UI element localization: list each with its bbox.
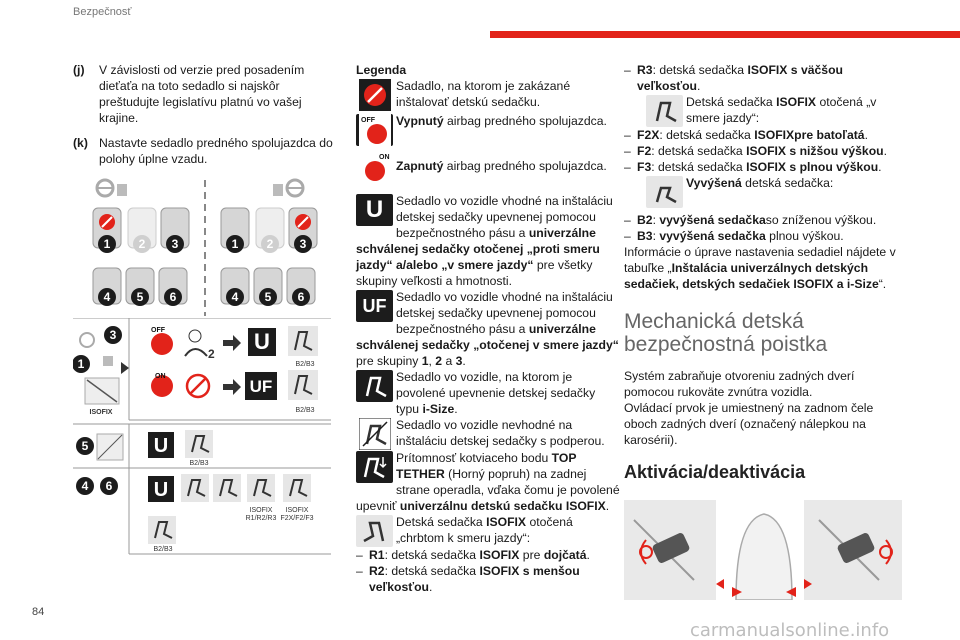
isize-seat-icon bbox=[356, 370, 393, 402]
heading-activation: Aktivácia/deaktivácia bbox=[624, 462, 806, 482]
booster-seat-icon bbox=[646, 176, 683, 208]
seat-rules-table bbox=[73, 318, 331, 556]
watermark: carmanualsonline.info bbox=[690, 620, 890, 640]
r3-line: – R3: detská sedačka ISOFIX s väčšou veľkosťou. bbox=[624, 63, 843, 93]
svg-text:5: 5 bbox=[264, 290, 272, 304]
forbidden-icon bbox=[356, 79, 393, 111]
svg-text:R1/R2/R3: R1/R2/R3 bbox=[245, 515, 277, 522]
svg-text:ON: ON bbox=[378, 154, 389, 161]
svg-text:3: 3 bbox=[109, 328, 117, 342]
legend-text: Detská sedačka ISOFIX otočená „chrbtom k smeru jazdy“: bbox=[396, 515, 573, 545]
legend-text: Sedadlo vo vozidle vhodné na inštaláciu detskej sedačky upevnenej pomocou bezpečnostného pásu a univerzálne schválenej sedačky otočenej „proti smeru jazdy“ a/alebo „v smere jazdy“ pre všetky skupiny veľkosti a hmotnosti. bbox=[356, 194, 613, 288]
legend-airbag-off bbox=[356, 113, 621, 146]
legend-booster bbox=[624, 175, 904, 208]
seat-number-badges-left bbox=[98, 235, 184, 253]
note-marker: (j) bbox=[73, 63, 85, 77]
svg-text:B2/B3: B2/B3 bbox=[295, 407, 315, 414]
svg-text:4: 4 bbox=[81, 479, 89, 493]
f2-line: – F2: detská sedačka ISOFIX s nižšou výškou. bbox=[624, 144, 887, 158]
legend-airbag-on bbox=[356, 150, 621, 183]
airbag-off-icon bbox=[147, 327, 177, 355]
page-number: 84 bbox=[32, 606, 45, 618]
steering-wheel-icon bbox=[287, 180, 303, 196]
legend-support bbox=[356, 417, 621, 450]
b3-line: – B3: vyvýšená sedačka plnou výškou. bbox=[624, 229, 844, 243]
svg-text:3: 3 bbox=[171, 237, 179, 251]
column-1 bbox=[73, 62, 338, 176]
svg-text:OFF: OFF bbox=[151, 327, 165, 334]
svg-text:3: 3 bbox=[299, 237, 307, 251]
forbidden-icon bbox=[295, 214, 311, 230]
forward-facing-seat-icon bbox=[646, 95, 683, 127]
airbag-on-icon bbox=[151, 373, 173, 397]
svg-text:2: 2 bbox=[208, 347, 215, 361]
airbag-on-icon bbox=[356, 151, 393, 183]
svg-text:ISOFIX: ISOFIX bbox=[89, 409, 113, 416]
svg-text:6: 6 bbox=[297, 290, 305, 304]
forbidden-rear-facing-icon bbox=[187, 375, 209, 397]
legend-text: Sedadlo vo vozidle nevhodné na inštaláciu detskej sedačky s podperou. bbox=[396, 418, 605, 448]
note-k bbox=[73, 135, 338, 167]
legend-top-tether bbox=[356, 450, 621, 514]
legend-text: Vyvýšená detská sedačka: bbox=[686, 176, 834, 190]
svg-text:1: 1 bbox=[103, 237, 111, 251]
svg-text:6: 6 bbox=[105, 479, 113, 493]
legend-forbidden bbox=[356, 78, 621, 111]
f3-line: – F3: detská sedačka ISOFIX s plnou výškou. bbox=[624, 160, 882, 174]
b2-line: – B2: vyvýšená sedačkaso zníženou výškou. bbox=[624, 213, 877, 227]
svg-text:ON: ON bbox=[155, 373, 166, 380]
header-red-bar bbox=[490, 31, 960, 38]
legend-text: Prítomnosť kotviaceho bodu TOP TETHER (Horný popruh) na zadnej strane operadla, vďaka čomu je povolené upevniť univerzálnu detskú sedačku ISOFIX. bbox=[356, 451, 620, 513]
right-column bbox=[624, 62, 904, 604]
svg-text:5: 5 bbox=[136, 290, 144, 304]
legend-isize bbox=[356, 369, 621, 417]
svg-text:1: 1 bbox=[231, 237, 239, 251]
forbidden-icon bbox=[99, 214, 115, 230]
svg-text:B2/B3: B2/B3 bbox=[189, 460, 209, 467]
legend-text: Sedadlo vo vozidle, na ktorom je povolené upevnenie detskej sedačky typu i-Size. bbox=[396, 370, 596, 416]
heading-mechanical-lock: Mechanická detská bezpečnostná poistka bbox=[624, 310, 828, 356]
mech-paragraph-2: Ovládací prvok je umiestnený na zadnom čele oboch zadných dverí (označený nálepkou na karosérii). bbox=[624, 401, 874, 447]
f2x-line: – F2X: detská sedačka ISOFIXpre batoľatá. bbox=[624, 128, 868, 142]
svg-text:2: 2 bbox=[138, 237, 146, 251]
legend-text: Zapnutý airbag predného spolujazdca. bbox=[396, 159, 607, 173]
r1-line: – R1: detská sedačka ISOFIX pre dojčatá. bbox=[356, 548, 590, 562]
svg-text:U: U bbox=[153, 435, 169, 457]
steering-wheel-icon bbox=[97, 180, 113, 196]
svg-text:5: 5 bbox=[81, 439, 89, 453]
legend-text: Vypnutý airbag predného spolujazdca. bbox=[396, 114, 607, 128]
info-paragraph: Informácie o úprave nastavenia sedadiel nájdete v tabuľke „Inštalácia univerzálnych detských sedačiek, detských sedačiek ISOFIX a i-Size“. bbox=[624, 245, 896, 291]
note-j bbox=[73, 62, 338, 126]
svg-text:4: 4 bbox=[103, 290, 111, 304]
seat-layout-illustration bbox=[73, 176, 331, 318]
svg-text:B2/B3: B2/B3 bbox=[295, 361, 315, 368]
mech-paragraph-1: Systém zabraňuje otvoreniu zadných dverí pomocou rukoväte zvnútra vozidla. bbox=[624, 369, 855, 399]
svg-text:2: 2 bbox=[266, 237, 274, 251]
note-marker: (k) bbox=[73, 136, 88, 150]
svg-text:UF: UF bbox=[249, 377, 273, 396]
airbag-off-icon bbox=[356, 114, 393, 146]
svg-text:OFF: OFF bbox=[360, 117, 375, 124]
legend-u bbox=[356, 193, 621, 289]
rear-facing-child-icon bbox=[185, 330, 207, 356]
svg-text:B2/B3: B2/B3 bbox=[153, 546, 173, 553]
svg-text:U: U bbox=[153, 479, 169, 501]
svg-text:U: U bbox=[254, 329, 270, 354]
legend-rear-facing bbox=[356, 514, 621, 547]
note-text: V závislosti od verzie pred posadením dieťaťa na toto sedadlo si najskôr preštudujte legislatívu platnú vo vašej krajine. bbox=[99, 63, 305, 125]
child-lock-illustration bbox=[624, 500, 902, 600]
svg-text:F2X/F2/F3: F2X/F2/F3 bbox=[280, 515, 314, 522]
note-text: Nastavte sedadlo predného spolujazdca do polohy úplne vzadu. bbox=[99, 136, 333, 166]
svg-text:4: 4 bbox=[231, 290, 239, 304]
legend-text: Detská sedačka ISOFIX otočená „v smere jazdy“: bbox=[686, 95, 877, 125]
u-seat-icon: U bbox=[356, 194, 393, 226]
legend-text: Sadadlo, na ktorom je zakázané inštalovať detskú sedačku. bbox=[396, 79, 571, 109]
legend-column bbox=[356, 62, 621, 595]
uf-seat-icon: UF bbox=[356, 290, 393, 322]
top-tether-icon bbox=[356, 451, 393, 483]
svg-text:6: 6 bbox=[169, 290, 177, 304]
legend-text: Sedadlo vo vozidle vhodné na inštaláciu detskej sedačky upevnenej pomocou bezpečnostného pásu a univerzálne schválenej sedačky „otočenej v smere jazdy“ pre skupiny 1, 2 a 3. bbox=[356, 290, 619, 368]
legend-uf bbox=[356, 289, 621, 369]
svg-text:ISOFIX: ISOFIX bbox=[285, 507, 309, 514]
child-seat-diagram bbox=[73, 176, 331, 556]
r2-line: – R2: detská sedačka ISOFIX s menšou veľkosťou. bbox=[356, 564, 580, 594]
svg-text:ISOFIX: ISOFIX bbox=[249, 507, 273, 514]
section-header: Bezpečnosť bbox=[73, 6, 132, 18]
support-leg-icon bbox=[356, 418, 393, 450]
legend-title: Legenda bbox=[356, 63, 407, 77]
rear-facing-seat-icon bbox=[356, 515, 393, 547]
svg-text:1: 1 bbox=[77, 357, 85, 371]
legend-forward-facing bbox=[624, 94, 904, 127]
